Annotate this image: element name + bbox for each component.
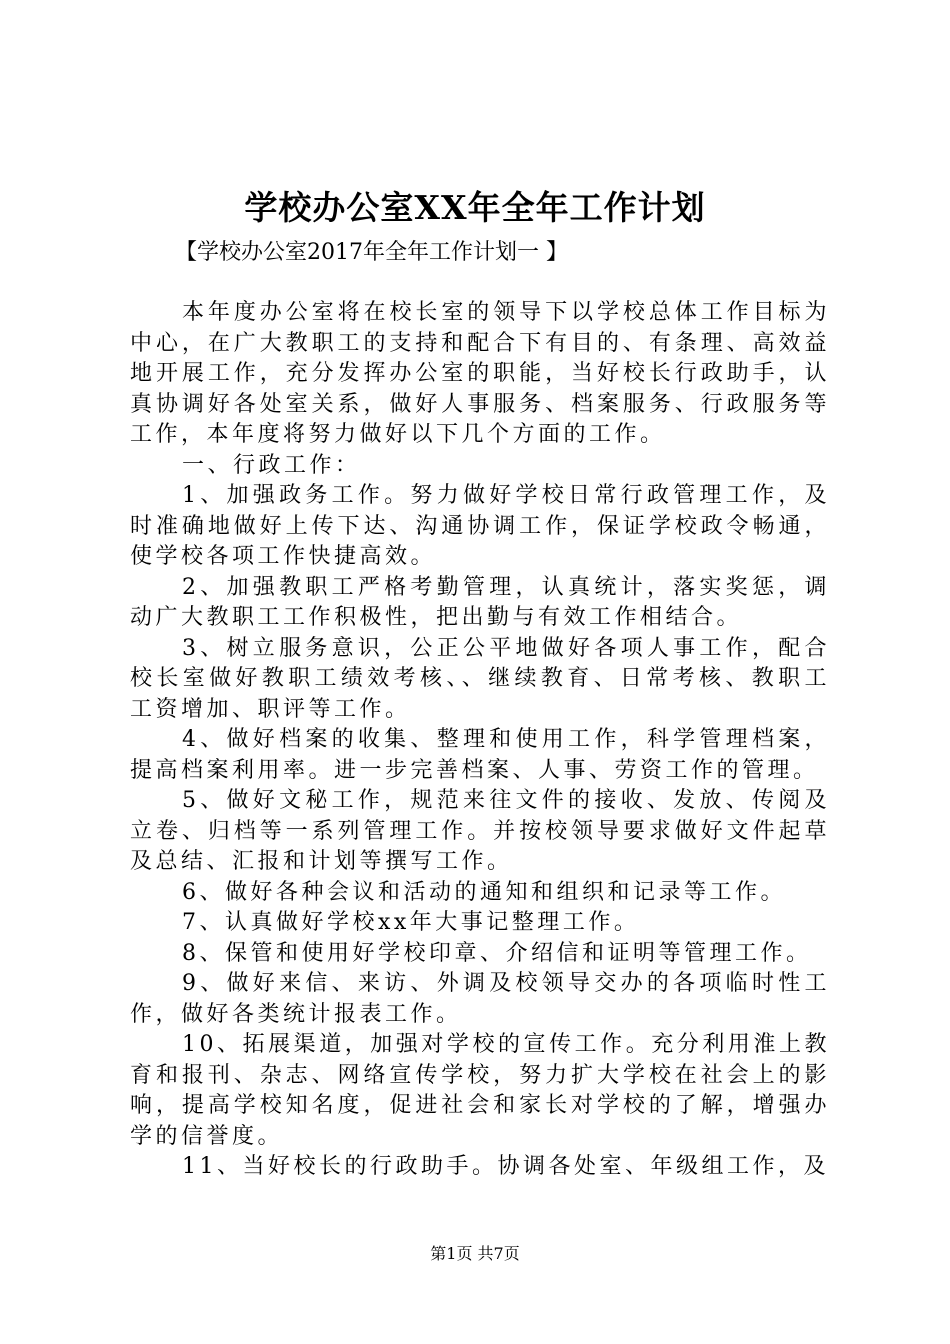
- paragraph-item-1: 1、加强政务工作。努力做好学校日常行政管理工作，及时准确地做好上传下达、沟通协调工作，保证学校政令畅通，使学校各项工作快捷高效。: [130, 483, 830, 569]
- document-body: [130, 298, 830, 1183]
- paragraph-item-6: 6、做好各种会议和活动的通知和组织和记录等工作。: [182, 879, 786, 905]
- paragraph-item-5: 5、做好文秘工作，规范来往文件的接收、发放、传阅及立卷、归档等一系列管理工作。并按校领导要求做好文件起草及总结、汇报和计划等撰写工作。: [130, 788, 830, 874]
- paragraph-item-9: 9、做好来信、来访、外调及校领导交办的各项临时性工作，做好各类统计报表工作。: [130, 971, 830, 1027]
- paragraph-item-7: 7、认真做好学校xx年大事记整理工作。: [182, 910, 640, 935]
- document-subtitle: 【学校办公室2017年全年工作计划一 】: [175, 240, 568, 265]
- paragraph-item-3: 3、树立服务意识，公正公平地做好各项人事工作，配合校长室做好教职工绩效考核、、继续教育、日常考核、教职工工资增加、职评等工作。: [130, 635, 830, 722]
- page-number-footer: 第1页 共7页: [430, 1244, 520, 1263]
- paragraph-item-2: 2、加强教职工严格考勤管理，认真统计，落实奖惩，调动广大教职工工作积极性，把出勤与有效工作相结合。: [130, 574, 830, 630]
- section-heading: 一、行政工作：: [182, 452, 361, 478]
- paragraph-intro: 本年度办公室将在校长室的领导下以学校总体工作目标为中心，在广大教职工的支持和配合下有目的、有条理、高效益地开展工作，充分发挥办公室的职能，当好校长行政助手，认真协调好各处室关系，做好人事服务、档案服务、行政服务等工作，本年度将努力做好以下几个方面的工作。: [130, 300, 830, 447]
- paragraph-item-10: 10、拓展渠道，加强对学校的宣传工作。充分利用淮上教育和报刊、杂志、网络宣传学校，努力扩大学校在社会上的影响，提高学校知名度，促进社会和家长对学校的了解，增强办学的信誉度。: [130, 1032, 830, 1149]
- paragraph-item-8: 8、保管和使用好学校印章、介绍信和证明等管理工作。: [182, 940, 812, 966]
- document-title: 学校办公室XX年全年工作计划: [244, 188, 706, 227]
- paragraph-item-11: 11、当好校长的行政助手。协调各处室、年级组工作，及: [182, 1154, 829, 1179]
- paragraph-item-4: 4、做好档案的收集、整理和使用工作，科学管理档案，提高档案利用率。进一步完善档案、人事、劳资工作的管理。: [130, 727, 830, 783]
